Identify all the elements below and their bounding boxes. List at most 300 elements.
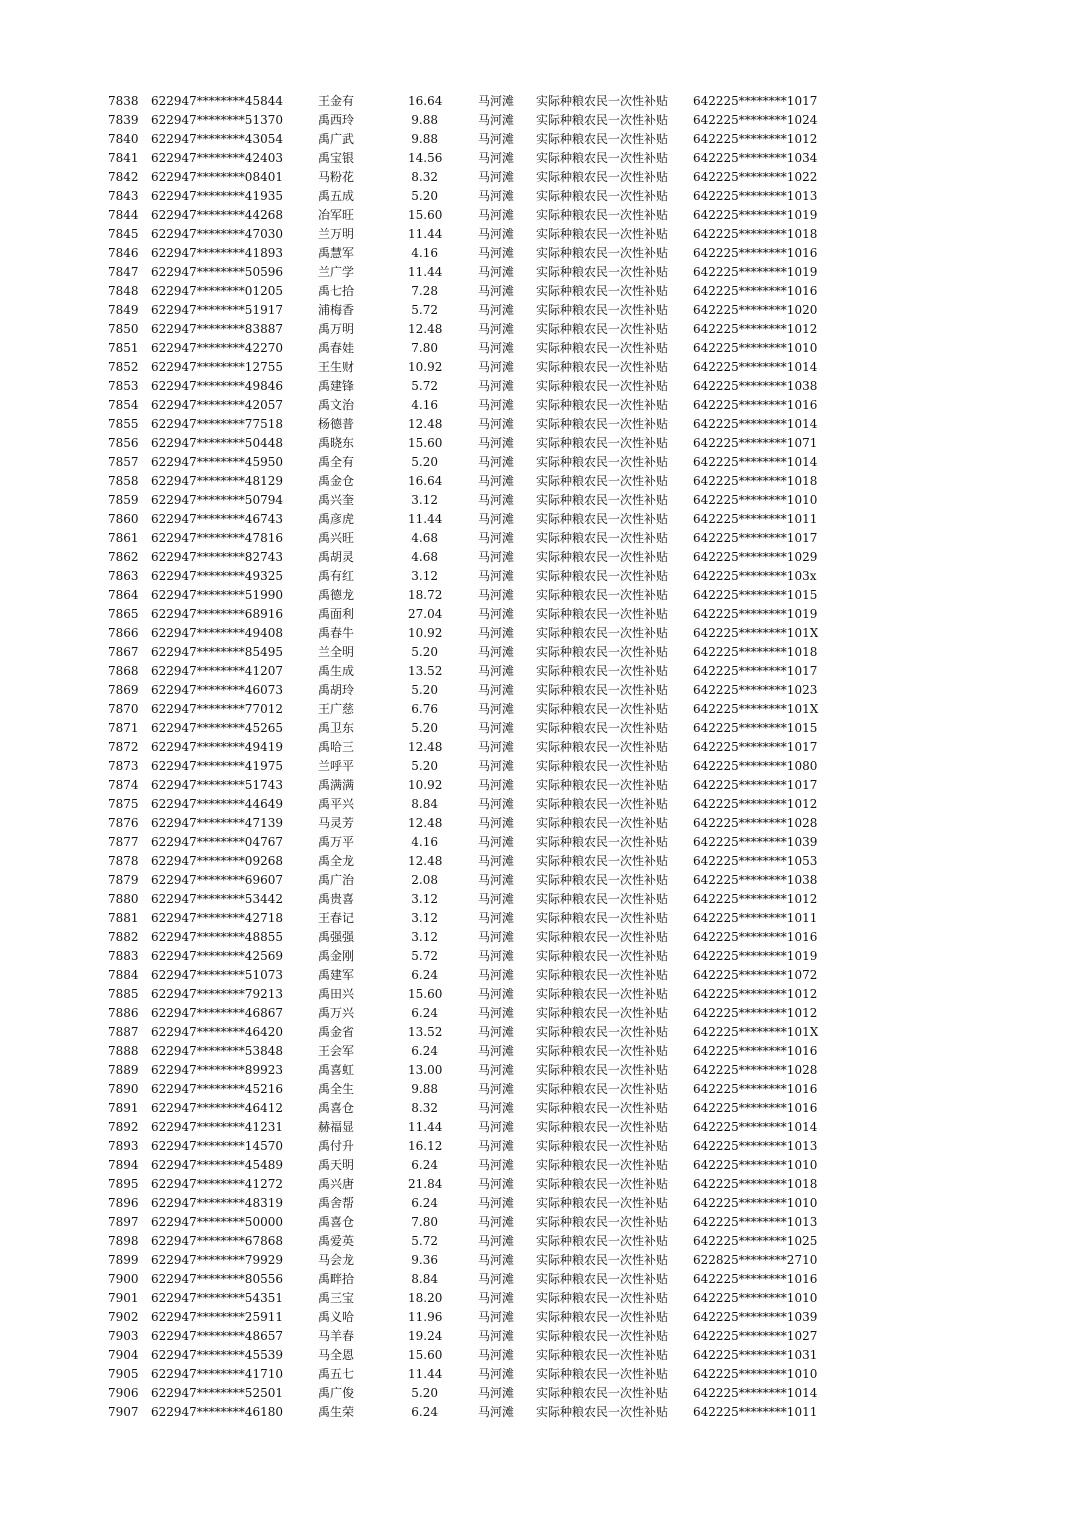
subsidy-item: 实际种粮农民一次性补贴 bbox=[536, 569, 669, 583]
subsidy-amount: 5.20 bbox=[411, 645, 438, 659]
table-row bbox=[0, 1156, 1074, 1175]
subsidy-item: 实际种粮农民一次性补贴 bbox=[536, 1291, 669, 1305]
subsidy-amount: 13.52 bbox=[408, 1025, 443, 1039]
table-row bbox=[0, 282, 1074, 301]
village-name: 马河滩 bbox=[478, 1177, 515, 1191]
village-name: 马河滩 bbox=[478, 132, 515, 146]
farmer-name: 禹广武 bbox=[318, 132, 355, 146]
subsidy-amount: 11.44 bbox=[408, 1367, 443, 1381]
village-name: 马河滩 bbox=[478, 550, 515, 564]
bank-card-number: 622947********45950 bbox=[151, 455, 283, 469]
table-row bbox=[0, 1194, 1074, 1213]
row-number: 7858 bbox=[108, 474, 139, 488]
bank-card-number: 622947********47816 bbox=[151, 531, 283, 545]
subsidy-amount: 6.24 bbox=[411, 1405, 438, 1419]
table-row bbox=[0, 814, 1074, 833]
subsidy-item: 实际种粮农民一次性补贴 bbox=[536, 1253, 669, 1267]
subsidy-amount: 16.64 bbox=[408, 94, 443, 108]
id-number: 642225********1018 bbox=[693, 1177, 818, 1191]
row-number: 7840 bbox=[108, 132, 139, 146]
table-row bbox=[0, 263, 1074, 282]
subsidy-item: 实际种粮农民一次性补贴 bbox=[536, 740, 669, 754]
farmer-name: 禹全生 bbox=[318, 1082, 355, 1096]
id-number: 642225********1017 bbox=[693, 778, 818, 792]
row-number: 7895 bbox=[108, 1177, 139, 1191]
farmer-name: 禹满满 bbox=[318, 778, 355, 792]
subsidy-amount: 8.84 bbox=[411, 797, 438, 811]
id-number: 642225********1010 bbox=[693, 1291, 818, 1305]
id-number: 642225********1016 bbox=[693, 1101, 818, 1115]
subsidy-amount: 7.28 bbox=[411, 284, 438, 298]
bank-card-number: 622947********45539 bbox=[151, 1348, 283, 1362]
village-name: 马河滩 bbox=[478, 1310, 515, 1324]
id-number: 642225********1038 bbox=[693, 873, 818, 887]
row-number: 7859 bbox=[108, 493, 139, 507]
village-name: 马河滩 bbox=[478, 664, 515, 678]
farmer-name: 禹五七 bbox=[318, 1367, 355, 1381]
row-number: 7853 bbox=[108, 379, 139, 393]
id-number: 642225********1010 bbox=[693, 493, 818, 507]
table-row bbox=[0, 1118, 1074, 1137]
farmer-name: 杨德普 bbox=[318, 417, 355, 431]
bank-card-number: 622947********42403 bbox=[151, 151, 283, 165]
subsidy-amount: 21.84 bbox=[408, 1177, 443, 1191]
bank-card-number: 622947********41893 bbox=[151, 246, 283, 260]
subsidy-item: 实际种粮农民一次性补贴 bbox=[536, 1177, 669, 1191]
bank-card-number: 622947********54351 bbox=[151, 1291, 283, 1305]
farmer-name: 禹哈三 bbox=[318, 740, 355, 754]
farmer-name: 兰万明 bbox=[318, 227, 355, 241]
row-number: 7898 bbox=[108, 1234, 139, 1248]
id-number: 642225********1016 bbox=[693, 1082, 818, 1096]
id-number: 642225********1012 bbox=[693, 987, 818, 1001]
id-number: 642225********1014 bbox=[693, 1120, 818, 1134]
farmer-name: 禹强强 bbox=[318, 930, 355, 944]
village-name: 马河滩 bbox=[478, 1158, 515, 1172]
village-name: 马河滩 bbox=[478, 512, 515, 526]
table-row bbox=[0, 358, 1074, 377]
village-name: 马河滩 bbox=[478, 1025, 515, 1039]
bank-card-number: 622947********50794 bbox=[151, 493, 283, 507]
id-number: 642225********1019 bbox=[693, 208, 818, 222]
row-number: 7894 bbox=[108, 1158, 139, 1172]
table-row bbox=[0, 1213, 1074, 1232]
row-number: 7846 bbox=[108, 246, 139, 260]
bank-card-number: 622947********51073 bbox=[151, 968, 283, 982]
bank-card-number: 622947********41975 bbox=[151, 759, 283, 773]
table-row bbox=[0, 1137, 1074, 1156]
bank-card-number: 622947********46412 bbox=[151, 1101, 283, 1115]
farmer-name: 禹春娃 bbox=[318, 341, 355, 355]
table-row bbox=[0, 1365, 1074, 1384]
farmer-name: 禹广俊 bbox=[318, 1386, 355, 1400]
farmer-name: 禹天明 bbox=[318, 1158, 355, 1172]
bank-card-number: 622947********41207 bbox=[151, 664, 283, 678]
id-number: 642225********1016 bbox=[693, 398, 818, 412]
subsidy-amount: 6.76 bbox=[411, 702, 438, 716]
farmer-name: 禹五成 bbox=[318, 189, 355, 203]
table-row bbox=[0, 301, 1074, 320]
village-name: 马河滩 bbox=[478, 1120, 515, 1134]
bank-card-number: 622947********48657 bbox=[151, 1329, 283, 1343]
village-name: 马河滩 bbox=[478, 835, 515, 849]
village-name: 马河滩 bbox=[478, 1329, 515, 1343]
row-number: 7838 bbox=[108, 94, 139, 108]
village-name: 马河滩 bbox=[478, 1386, 515, 1400]
village-name: 马河滩 bbox=[478, 949, 515, 963]
farmer-name: 禹万兴 bbox=[318, 1006, 355, 1020]
row-number: 7863 bbox=[108, 569, 139, 583]
subsidy-amount: 6.24 bbox=[411, 1044, 438, 1058]
farmer-name: 禹喜虹 bbox=[318, 1063, 355, 1077]
subsidy-item: 实际种粮农民一次性补贴 bbox=[536, 94, 669, 108]
village-name: 马河滩 bbox=[478, 398, 515, 412]
table-row bbox=[0, 187, 1074, 206]
id-number: 642225********1014 bbox=[693, 360, 818, 374]
id-number: 642225********1010 bbox=[693, 1158, 818, 1172]
subsidy-item: 实际种粮农民一次性补贴 bbox=[536, 626, 669, 640]
subsidy-item: 实际种粮农民一次性补贴 bbox=[536, 170, 669, 184]
row-number: 7849 bbox=[108, 303, 139, 317]
village-name: 马河滩 bbox=[478, 778, 515, 792]
village-name: 马河滩 bbox=[478, 170, 515, 184]
subsidy-amount: 10.92 bbox=[408, 360, 443, 374]
village-name: 马河滩 bbox=[478, 1253, 515, 1267]
subsidy-amount: 5.20 bbox=[411, 683, 438, 697]
farmer-name: 禹晓东 bbox=[318, 436, 355, 450]
row-number: 7901 bbox=[108, 1291, 139, 1305]
farmer-name: 马灵芳 bbox=[318, 816, 355, 830]
subsidy-item: 实际种粮农民一次性补贴 bbox=[536, 436, 669, 450]
farmer-name: 禹七拾 bbox=[318, 284, 355, 298]
bank-card-number: 622947********82743 bbox=[151, 550, 283, 564]
subsidy-item: 实际种粮农民一次性补贴 bbox=[536, 911, 669, 925]
subsidy-item: 实际种粮农民一次性补贴 bbox=[536, 1082, 669, 1096]
bank-card-number: 622947********50596 bbox=[151, 265, 283, 279]
village-name: 马河滩 bbox=[478, 911, 515, 925]
village-name: 马河滩 bbox=[478, 322, 515, 336]
id-number: 642225********1014 bbox=[693, 455, 818, 469]
subsidy-amount: 5.72 bbox=[411, 1234, 438, 1248]
table-row bbox=[0, 928, 1074, 947]
row-number: 7900 bbox=[108, 1272, 139, 1286]
table-row bbox=[0, 776, 1074, 795]
farmer-name: 禹田兴 bbox=[318, 987, 355, 1001]
bank-card-number: 622947********48855 bbox=[151, 930, 283, 944]
row-number: 7848 bbox=[108, 284, 139, 298]
farmer-name: 禹舍帮 bbox=[318, 1196, 355, 1210]
subsidy-item: 实际种粮农民一次性补贴 bbox=[536, 778, 669, 792]
bank-card-number: 622947********41231 bbox=[151, 1120, 283, 1134]
bank-card-number: 622947********45489 bbox=[151, 1158, 283, 1172]
village-name: 马河滩 bbox=[478, 797, 515, 811]
subsidy-item: 实际种粮农民一次性补贴 bbox=[536, 322, 669, 336]
subsidy-item: 实际种粮农民一次性补贴 bbox=[536, 1310, 669, 1324]
row-number: 7862 bbox=[108, 550, 139, 564]
table-row bbox=[0, 852, 1074, 871]
table-row bbox=[0, 662, 1074, 681]
table-row bbox=[0, 833, 1074, 852]
table-row bbox=[0, 168, 1074, 187]
bank-card-number: 622947********89923 bbox=[151, 1063, 283, 1077]
row-number: 7886 bbox=[108, 1006, 139, 1020]
subsidy-amount: 15.60 bbox=[408, 436, 443, 450]
id-number: 642225********101X bbox=[693, 1025, 819, 1039]
farmer-name: 禹生成 bbox=[318, 664, 355, 678]
row-number: 7887 bbox=[108, 1025, 139, 1039]
row-number: 7869 bbox=[108, 683, 139, 697]
subsidy-amount: 3.12 bbox=[411, 892, 438, 906]
bank-card-number: 622947********47139 bbox=[151, 816, 283, 830]
bank-card-number: 622947********49419 bbox=[151, 740, 283, 754]
village-name: 马河滩 bbox=[478, 645, 515, 659]
row-number: 7875 bbox=[108, 797, 139, 811]
id-number: 642225********1010 bbox=[693, 1196, 818, 1210]
subsidy-amount: 3.12 bbox=[411, 911, 438, 925]
row-number: 7905 bbox=[108, 1367, 139, 1381]
subsidy-amount: 2.08 bbox=[411, 873, 438, 887]
id-number: 642225********1034 bbox=[693, 151, 818, 165]
farmer-name: 禹有红 bbox=[318, 569, 355, 583]
subsidy-amount: 8.32 bbox=[411, 170, 438, 184]
subsidy-amount: 11.44 bbox=[408, 512, 443, 526]
table-row bbox=[0, 757, 1074, 776]
subsidy-item: 实际种粮农民一次性补贴 bbox=[536, 1120, 669, 1134]
subsidy-amount: 10.92 bbox=[408, 626, 443, 640]
row-number: 7867 bbox=[108, 645, 139, 659]
table-row bbox=[0, 225, 1074, 244]
table-row bbox=[0, 377, 1074, 396]
farmer-name: 禹胡玲 bbox=[318, 683, 355, 697]
subsidy-item: 实际种粮农民一次性补贴 bbox=[536, 379, 669, 393]
village-name: 马河滩 bbox=[478, 1196, 515, 1210]
bank-card-number: 622947********46420 bbox=[151, 1025, 283, 1039]
row-number: 7864 bbox=[108, 588, 139, 602]
table-row bbox=[0, 567, 1074, 586]
farmer-name: 禹生荣 bbox=[318, 1405, 355, 1419]
subsidy-item: 实际种粮农民一次性补贴 bbox=[536, 284, 669, 298]
table-row bbox=[0, 1327, 1074, 1346]
subsidy-amount: 7.80 bbox=[411, 341, 438, 355]
id-number: 642225********1019 bbox=[693, 265, 818, 279]
village-name: 马河滩 bbox=[478, 702, 515, 716]
bank-card-number: 622947********53442 bbox=[151, 892, 283, 906]
subsidy-amount: 12.48 bbox=[408, 854, 443, 868]
id-number: 642225********1017 bbox=[693, 94, 818, 108]
subsidy-amount: 3.12 bbox=[411, 930, 438, 944]
row-number: 7885 bbox=[108, 987, 139, 1001]
row-number: 7876 bbox=[108, 816, 139, 830]
subsidy-item: 实际种粮农民一次性补贴 bbox=[536, 265, 669, 279]
id-number: 642225********1012 bbox=[693, 797, 818, 811]
table-row bbox=[0, 206, 1074, 225]
subsidy-amount: 5.20 bbox=[411, 455, 438, 469]
subsidy-item: 实际种粮农民一次性补贴 bbox=[536, 930, 669, 944]
farmer-name: 马全恩 bbox=[318, 1348, 355, 1362]
id-number: 642225********1015 bbox=[693, 721, 818, 735]
bank-card-number: 622947********14570 bbox=[151, 1139, 283, 1153]
id-number: 642225********1028 bbox=[693, 816, 818, 830]
village-name: 马河滩 bbox=[478, 360, 515, 374]
id-number: 642225********1028 bbox=[693, 1063, 818, 1077]
table-row bbox=[0, 1308, 1074, 1327]
farmer-name: 王生财 bbox=[318, 360, 355, 374]
farmer-name: 禹文治 bbox=[318, 398, 355, 412]
table-row bbox=[0, 1403, 1074, 1422]
village-name: 马河滩 bbox=[478, 759, 515, 773]
id-number: 642225********1018 bbox=[693, 474, 818, 488]
subsidy-amount: 12.48 bbox=[408, 322, 443, 336]
bank-card-number: 622947********43054 bbox=[151, 132, 283, 146]
id-number: 642225********1018 bbox=[693, 227, 818, 241]
subsidy-item: 实际种粮农民一次性补贴 bbox=[536, 189, 669, 203]
farmer-name: 王金有 bbox=[318, 94, 355, 108]
row-number: 7880 bbox=[108, 892, 139, 906]
village-name: 马河滩 bbox=[478, 1044, 515, 1058]
bank-card-number: 622947********50448 bbox=[151, 436, 283, 450]
farmer-name: 禹万明 bbox=[318, 322, 355, 336]
row-number: 7851 bbox=[108, 341, 139, 355]
row-number: 7877 bbox=[108, 835, 139, 849]
subsidy-item: 实际种粮农民一次性补贴 bbox=[536, 683, 669, 697]
bank-card-number: 622947********68916 bbox=[151, 607, 283, 621]
subsidy-item: 实际种粮农民一次性补贴 bbox=[536, 1063, 669, 1077]
table-row bbox=[0, 548, 1074, 567]
bank-card-number: 622947********42270 bbox=[151, 341, 283, 355]
village-name: 马河滩 bbox=[478, 1006, 515, 1020]
subsidy-amount: 9.88 bbox=[411, 1082, 438, 1096]
row-number: 7888 bbox=[108, 1044, 139, 1058]
village-name: 马河滩 bbox=[478, 588, 515, 602]
id-number: 642225********1013 bbox=[693, 1139, 818, 1153]
table-row bbox=[0, 491, 1074, 510]
subsidy-item: 实际种粮农民一次性补贴 bbox=[536, 854, 669, 868]
id-number: 642225********1080 bbox=[693, 759, 818, 773]
subsidy-item: 实际种粮农民一次性补贴 bbox=[536, 721, 669, 735]
bank-card-number: 622947********49408 bbox=[151, 626, 283, 640]
row-number: 7839 bbox=[108, 113, 139, 127]
subsidy-amount: 6.24 bbox=[411, 1158, 438, 1172]
row-number: 7866 bbox=[108, 626, 139, 640]
id-number: 642225********1011 bbox=[693, 1405, 818, 1419]
id-number: 642225********101X bbox=[693, 626, 819, 640]
id-number: 642225********1016 bbox=[693, 246, 818, 260]
table-row bbox=[0, 1232, 1074, 1251]
subsidy-item: 实际种粮农民一次性补贴 bbox=[536, 303, 669, 317]
subsidy-item: 实际种粮农民一次性补贴 bbox=[536, 1101, 669, 1115]
id-number: 642225********1016 bbox=[693, 1044, 818, 1058]
subsidy-amount: 11.44 bbox=[408, 227, 443, 241]
subsidy-amount: 5.20 bbox=[411, 189, 438, 203]
subsidy-item: 实际种粮农民一次性补贴 bbox=[536, 151, 669, 165]
id-number: 642225********1011 bbox=[693, 911, 818, 925]
farmer-name: 禹兴旺 bbox=[318, 531, 355, 545]
id-number: 642225********1019 bbox=[693, 949, 818, 963]
subsidy-item: 实际种粮农民一次性补贴 bbox=[536, 759, 669, 773]
bank-card-number: 622947********09268 bbox=[151, 854, 283, 868]
table-row bbox=[0, 586, 1074, 605]
id-number: 642225********1014 bbox=[693, 417, 818, 431]
village-name: 马河滩 bbox=[478, 892, 515, 906]
subsidy-table bbox=[0, 92, 1074, 1422]
id-number: 642225********1013 bbox=[693, 189, 818, 203]
subsidy-item: 实际种粮农民一次性补贴 bbox=[536, 1215, 669, 1229]
subsidy-item: 实际种粮农民一次性补贴 bbox=[536, 1348, 669, 1362]
subsidy-item: 实际种粮农民一次性补贴 bbox=[536, 246, 669, 260]
row-number: 7854 bbox=[108, 398, 139, 412]
farmer-name: 禹金刚 bbox=[318, 949, 355, 963]
id-number: 642225********1014 bbox=[693, 1386, 818, 1400]
bank-card-number: 622947********08401 bbox=[151, 170, 283, 184]
row-number: 7907 bbox=[108, 1405, 139, 1419]
subsidy-item: 实际种粮农民一次性补贴 bbox=[536, 949, 669, 963]
farmer-name: 禹平兴 bbox=[318, 797, 355, 811]
bank-card-number: 622947********47030 bbox=[151, 227, 283, 241]
subsidy-amount: 6.24 bbox=[411, 1006, 438, 1020]
row-number: 7889 bbox=[108, 1063, 139, 1077]
id-number: 642225********1039 bbox=[693, 835, 818, 849]
table-row bbox=[0, 472, 1074, 491]
table-row bbox=[0, 149, 1074, 168]
subsidy-amount: 19.24 bbox=[408, 1329, 443, 1343]
id-number: 642225********1072 bbox=[693, 968, 818, 982]
subsidy-amount: 4.16 bbox=[411, 835, 438, 849]
row-number: 7893 bbox=[108, 1139, 139, 1153]
id-number: 642225********1071 bbox=[693, 436, 818, 450]
farmer-name: 禹建军 bbox=[318, 968, 355, 982]
subsidy-amount: 11.44 bbox=[408, 265, 443, 279]
row-number: 7890 bbox=[108, 1082, 139, 1096]
id-number: 642225********1038 bbox=[693, 379, 818, 393]
id-number: 642225********1031 bbox=[693, 1348, 818, 1362]
table-row bbox=[0, 396, 1074, 415]
table-row bbox=[0, 1270, 1074, 1289]
village-name: 马河滩 bbox=[478, 721, 515, 735]
bank-card-number: 622947********79929 bbox=[151, 1253, 283, 1267]
id-number: 642225********1053 bbox=[693, 854, 818, 868]
table-row bbox=[0, 510, 1074, 529]
table-row bbox=[0, 244, 1074, 263]
farmer-name: 禹西玲 bbox=[318, 113, 355, 127]
village-name: 马河滩 bbox=[478, 113, 515, 127]
subsidy-item: 实际种粮农民一次性补贴 bbox=[536, 588, 669, 602]
table-row bbox=[0, 1346, 1074, 1365]
id-number: 642225********1039 bbox=[693, 1310, 818, 1324]
table-row bbox=[0, 1023, 1074, 1042]
table-row bbox=[0, 909, 1074, 928]
subsidy-item: 实际种粮农民一次性补贴 bbox=[536, 550, 669, 564]
subsidy-item: 实际种粮农民一次性补贴 bbox=[536, 398, 669, 412]
subsidy-item: 实际种粮农民一次性补贴 bbox=[536, 873, 669, 887]
village-name: 马河滩 bbox=[478, 626, 515, 640]
subsidy-amount: 5.72 bbox=[411, 379, 438, 393]
village-name: 马河滩 bbox=[478, 683, 515, 697]
village-name: 马河滩 bbox=[478, 455, 515, 469]
bank-card-number: 622947********42057 bbox=[151, 398, 283, 412]
farmer-name: 禹春牛 bbox=[318, 626, 355, 640]
table-row bbox=[0, 795, 1074, 814]
row-number: 7883 bbox=[108, 949, 139, 963]
farmer-name: 冶军旺 bbox=[318, 208, 355, 222]
village-name: 马河滩 bbox=[478, 1082, 515, 1096]
row-number: 7861 bbox=[108, 531, 139, 545]
village-name: 马河滩 bbox=[478, 987, 515, 1001]
id-number: 642225********103x bbox=[693, 569, 817, 583]
id-number: 642225********1025 bbox=[693, 1234, 818, 1248]
farmer-name: 兰全明 bbox=[318, 645, 355, 659]
subsidy-amount: 18.20 bbox=[408, 1291, 443, 1305]
subsidy-amount: 11.96 bbox=[408, 1310, 443, 1324]
